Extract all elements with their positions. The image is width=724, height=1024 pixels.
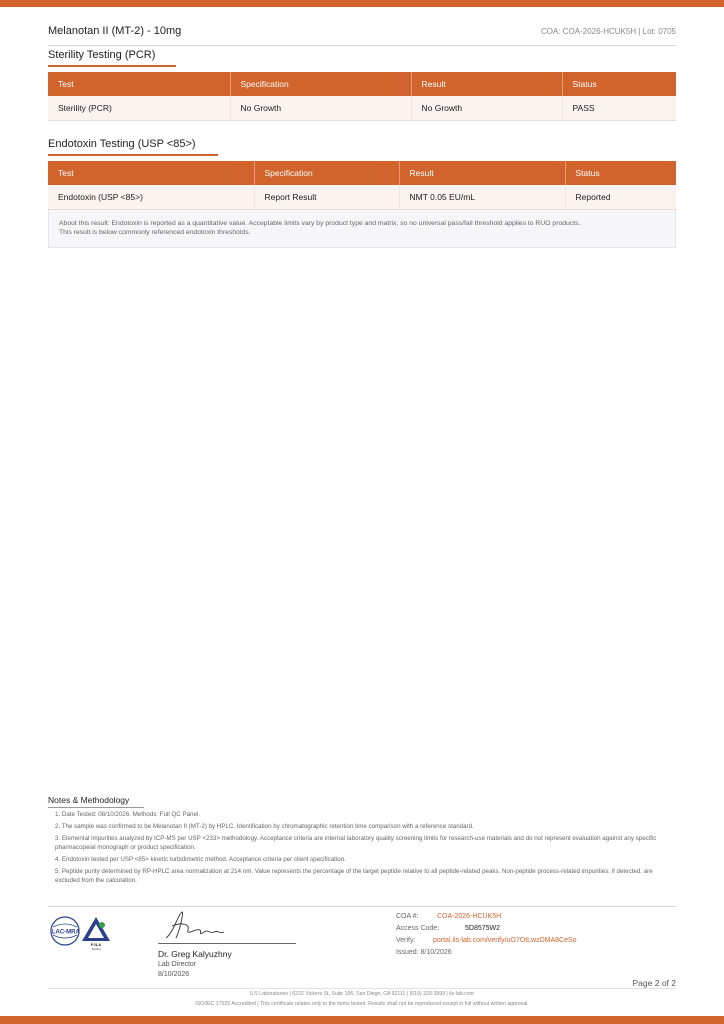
cell-result: No Growth [411,96,562,120]
ilac-logo-text: ILAC-MRA [50,929,80,936]
pjla-logo-subtext: Testing [91,947,101,951]
signature-divider [48,906,676,907]
signer-role: Lab Director [158,961,197,968]
sterility-table [48,72,676,121]
ilac-mra-logo [50,917,80,945]
cell-test: Endotoxin (USP <85>) [48,185,254,209]
column-header-result: Result [399,161,565,185]
cell-specification: Report Result [254,185,399,209]
table-row [48,185,676,209]
pjla-logo [82,917,110,951]
table-header-row [48,72,676,96]
cell-result: NMT 0.05 EU/mL [399,185,565,209]
about-line-1: About this result: Endotoxin is reported as a quantitative value. Acceptable limits vary by product type and matrix, so no universal pass/fail threshold applies to RUO products. [59,220,581,227]
accreditation-logos [50,913,114,951]
top-accent-bar [0,0,724,7]
column-header-test: Test [48,72,230,96]
notes-list [55,810,675,888]
verify-link[interactable]: portal.ils-lab.com/verify/uO7OtLwzDMA8CeSo [433,937,577,944]
footer-disclaimer: ISO/IEC 17025 Accredited | This certificate relates only to the items tested. Results shall not be reproduced except in full without written approval. [195,1001,529,1007]
footer-address: ILS Laboratories | 6222 Vickers St, Suite 106, San Diego, CA 92111 | (619) 329-3999 | ils-lab.com [249,991,475,997]
about-line-2: This result is below commonly referenced endotoxin thresholds. [59,229,251,236]
endotoxin-section-title: Endotoxin Testing (USP <85>) [48,138,218,156]
list-item: 5. Peptide purity determined by RP-HPLC area normalization at 214 nm. Value represents the percentage of the target peptide relative to all peptide-related peaks. Non-peptide process-related impurities, if detected, are excluded from the calculation. [55,868,653,884]
signature-date: 8/10/2026 [158,971,190,978]
verify-label: Verify: [396,937,416,944]
bottom-accent-bar [0,1016,724,1024]
column-header-status: Status [562,72,676,96]
list-item: 4. Endotoxin tested per USP <85> kinetic turbidimetric method. Acceptance criteria per client specification. [55,856,346,863]
column-header-status: Status [565,161,676,185]
column-header-result: Result [411,72,562,96]
notes-title: Notes & Methodology [48,795,144,808]
sterility-section-title: Sterility Testing (PCR) [48,49,176,67]
cell-specification: No Growth [230,96,411,120]
coa-number-value: COA-2026-HCUK5H [437,913,502,920]
table-row [48,96,676,120]
signer-name: Dr. Greg Kalyuzhny [158,949,232,959]
access-code-value: 5D8575W2 [465,925,501,932]
access-code-row [396,925,500,932]
endotoxin-about-note [48,210,676,248]
column-header-specification: Specification [230,72,411,96]
handwritten-signature [160,908,236,942]
list-item: 2. The sample was confirmed to be Melanotan II (MT-2) by HPLC. Identification by chromatographic retention time comparison with a reference standard. [55,823,474,830]
list-item: 1. Date Tested: 08/10/2026. Methods: Full QC Panel. [55,811,201,818]
signature-line [158,943,296,944]
status-reported: Reported [565,185,676,209]
verify-row [396,937,577,944]
column-header-specification: Specification [254,161,399,185]
coa-number-label: COA #: [396,913,419,920]
access-code-label: Access Code: [396,925,440,932]
page-number: Page 2 of 2 [632,978,676,988]
product-title: Melanotan II (MT-2) - 10mg [48,25,182,37]
endotoxin-table [48,161,676,210]
status-pass: PASS [562,96,676,120]
list-item: 3. Elemental impurities analyzed by ICP-MS per USP <233> methodology. Acceptance criteria are internal laboratory quality screening limits for research-use materials and do not represent evaluation against any specific pharmacopeial monograph or product specification. [55,835,657,851]
coa-number-row [396,913,501,920]
pjla-logo-text: PJLA [90,942,102,947]
coa-lot-reference: COA: COA-2026-HCUK5H | Lot: 0705 [540,27,676,36]
issued-date: Issued: 8/10/2026 [396,949,452,956]
footer-divider [48,988,676,989]
cell-test: Sterility (PCR) [48,96,230,120]
page-header [48,24,676,46]
column-header-test: Test [48,161,254,185]
table-header-row [48,161,676,185]
